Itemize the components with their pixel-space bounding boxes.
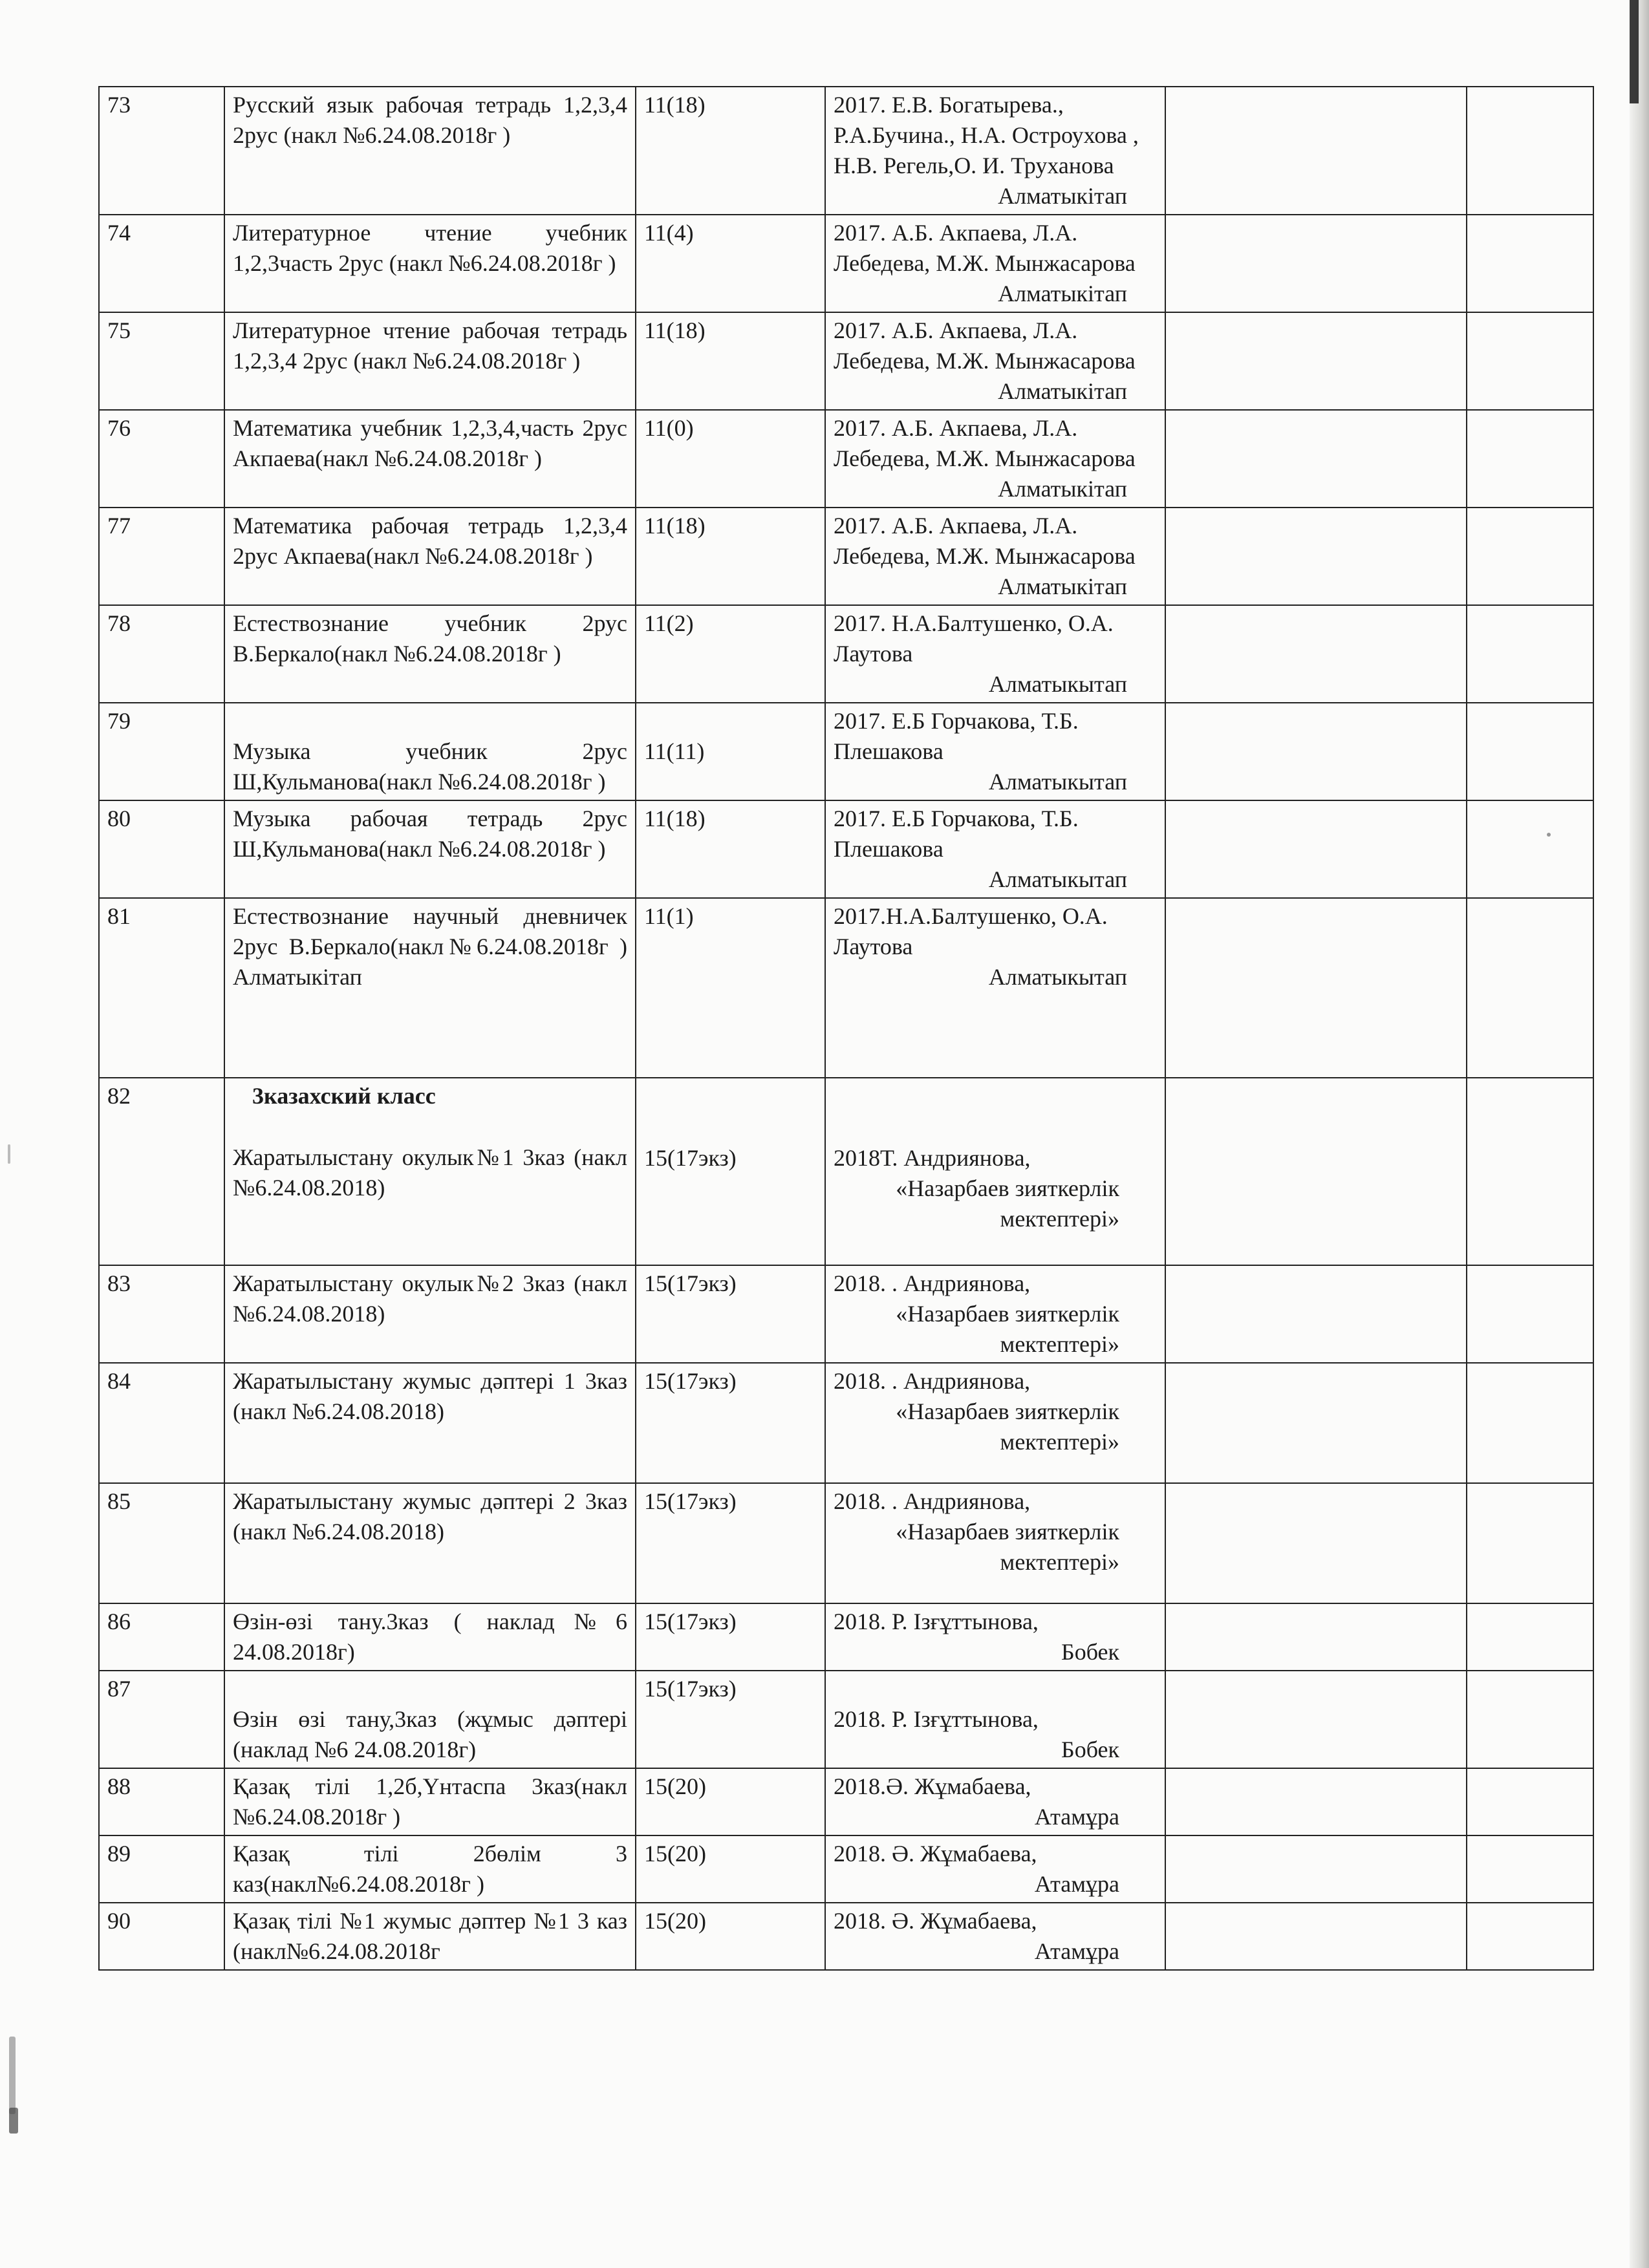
table-row (99, 1363, 1593, 1483)
book-title-cell (224, 87, 636, 215)
book-title-cell (224, 1265, 636, 1363)
empty-cell (1467, 605, 1593, 703)
empty-cell (1165, 1768, 1467, 1835)
book-title-cell (224, 800, 636, 898)
quantity: 15(17экз) (636, 1671, 825, 1768)
author: 2017. Н.А.Балтушенко, О.А. Лаутова (834, 610, 1114, 667)
empty-cell (1467, 215, 1593, 312)
empty-cell (1165, 1483, 1467, 1603)
quantity: 15(20) (636, 1903, 825, 1970)
quantity-cell (636, 1078, 825, 1265)
author-cell (825, 1078, 1165, 1265)
publisher: «Назарбаев зияткерлік мектептері» (896, 1175, 1119, 1232)
table-row (99, 410, 1593, 508)
quantity: 11(18) (636, 312, 825, 410)
publisher: Алматыкытап (988, 964, 1127, 990)
author-cell (825, 508, 1165, 605)
book-title-cell (224, 508, 636, 605)
empty-cell (1467, 1483, 1593, 1603)
table-row (99, 1603, 1593, 1671)
row-number: 89 (99, 1835, 224, 1903)
author-cell (825, 87, 1165, 215)
quantity: 11(0) (636, 410, 825, 508)
author: 2018Т. Андриянова, (834, 1145, 1031, 1171)
empty-cell (1467, 898, 1593, 1078)
empty-cell (1165, 1363, 1467, 1483)
row-number: 81 (99, 898, 224, 1078)
author: 2018. . Андриянова, (834, 1270, 1031, 1296)
author-cell (825, 898, 1165, 1078)
book-title: Естествознание научный дневничек 2рус В.Беркало(накл№6.24.08.2018г ) Алматыкітап (233, 903, 627, 990)
book-title: Жаратылыстану окулык№1 3каз (накл №6.24.08.2018) (233, 1144, 627, 1201)
table-row (99, 605, 1593, 703)
row-number: 79 (99, 703, 224, 800)
empty-cell (1165, 312, 1467, 410)
quantity: 11(4) (636, 215, 825, 312)
author-cell (825, 1903, 1165, 1970)
author: 2018. Р. Ізғұттынова, (834, 1609, 1039, 1634)
row-number: 90 (99, 1903, 224, 1970)
author-cell (825, 1265, 1165, 1363)
empty-cell (1165, 410, 1467, 508)
row-number: 74 (99, 215, 224, 312)
empty-cell (1165, 1265, 1467, 1363)
scan-edge-mark (1630, 0, 1639, 103)
empty-cell (1165, 1903, 1467, 1970)
quantity: 15(17экз) (644, 1145, 737, 1171)
table-row (99, 1265, 1593, 1363)
table-row (99, 1903, 1593, 1970)
book-title: Естествознание учебник 2рус В.Беркало(накл №6.24.08.2018г ) (233, 610, 627, 667)
book-title-cell (224, 1903, 636, 1970)
author: 2017. Е.Б Горчакова, Т.Б. Плешакова (834, 708, 1079, 764)
empty-cell (1467, 1265, 1593, 1363)
quantity: 11(11) (644, 738, 705, 764)
quantity: 15(20) (636, 1835, 825, 1903)
book-title: Қазақ тілі 2бөлім 3 каз(накл№6.24.08.2018г ) (233, 1841, 627, 1897)
book-title-cell (224, 215, 636, 312)
publisher: Алматыкітап (998, 476, 1127, 502)
empty-cell (1467, 1363, 1593, 1483)
table-row (99, 1671, 1593, 1768)
book-title: Литературное чтение учебник 1,2,3часть 2рус (накл №6.24.08.2018г ) (233, 220, 627, 276)
quantity: 11(18) (636, 800, 825, 898)
publisher: Алматыкітап (998, 281, 1127, 306)
quantity: 11(18) (636, 508, 825, 605)
quantity: 15(17экз) (636, 1603, 825, 1671)
scan-edge-shadow (1630, 0, 1649, 2268)
table-row (99, 898, 1593, 1078)
book-title-cell (224, 1078, 636, 1265)
book-title: Русский язык рабочая тетрадь 1,2,3,4 2рус (накл №6.24.08.2018г ) (233, 92, 627, 148)
table-row (99, 215, 1593, 312)
empty-cell (1165, 1671, 1467, 1768)
author: 2018. Р. Ізғұттынова, (834, 1706, 1039, 1732)
author: 2017. А.Б. Акпаева, Л.А. Лебедева, М.Ж. Мынжасарова (834, 317, 1136, 374)
book-title: Қазақ тілі 1,2б,Үнтаспа 3каз(накл №6.24.08.2018г ) (233, 1773, 627, 1830)
row-number: 84 (99, 1363, 224, 1483)
scan-speck (8, 1144, 10, 1164)
empty-cell (1165, 1603, 1467, 1671)
row-number: 76 (99, 410, 224, 508)
book-title: Музыка учебник 2рус Ш,Кульманова(накл №6.24.08.2018г ) (233, 738, 627, 795)
empty-cell (1165, 605, 1467, 703)
row-number: 75 (99, 312, 224, 410)
publisher: Алматыкытап (988, 671, 1127, 697)
scan-speck (9, 2037, 16, 2114)
book-title: Жаратылыстану жумыс дәптері 1 3каз (накл №6.24.08.2018) (233, 1368, 627, 1424)
quantity: 15(17экз) (636, 1483, 825, 1603)
quantity: 11(18) (636, 87, 825, 215)
publisher: Алматыкітап (998, 378, 1127, 404)
quantity: 15(17экз) (636, 1363, 825, 1483)
row-number: 86 (99, 1603, 224, 1671)
author: 2017.Н.А.Балтушенко, О.А. Лаутова (834, 903, 1108, 959)
publisher: «Назарбаев зияткерлік мектептері» (896, 1519, 1119, 1575)
empty-cell (1467, 1603, 1593, 1671)
book-title-cell (224, 1603, 636, 1671)
publisher: Бобек (1061, 1737, 1119, 1762)
book-title-cell (224, 1768, 636, 1835)
author-cell (825, 1768, 1165, 1835)
empty-cell (1467, 1078, 1593, 1265)
book-title: Музыка рабочая тетрадь 2рус Ш,Кульманова(накл №6.24.08.2018г ) (233, 806, 627, 862)
row-number: 85 (99, 1483, 224, 1603)
empty-cell (1165, 1078, 1467, 1265)
empty-cell (1165, 1835, 1467, 1903)
book-title: Жаратылыстану жумыс дәптері 2 3каз (накл №6.24.08.2018) (233, 1488, 627, 1545)
book-title: Қазақ тілі №1 жумыс дәптер №1 3 каз (накл№6.24.08.2018г (233, 1908, 627, 1964)
author-cell (825, 605, 1165, 703)
scan-speck (9, 2108, 18, 2134)
empty-cell (1165, 87, 1467, 215)
empty-cell (1467, 410, 1593, 508)
book-title: Жаратылыстану окулык№2 3каз (накл №6.24.08.2018) (233, 1270, 627, 1327)
author: 2018. Ә. Жұмабаева, (834, 1908, 1037, 1934)
row-number: 73 (99, 87, 224, 215)
book-title: Өзін-өзі тану.3каз ( наклад№6 24.08.2018г) (233, 1609, 627, 1665)
author-cell (825, 1603, 1165, 1671)
author: 2018.Ә. Жұмабаева, (834, 1773, 1031, 1799)
book-title-cell (224, 1483, 636, 1603)
author: 2017. Е.В. Богатырева., Р.А.Бучина., Н.А. Остроухова , Н.В. Регель,О. И. Труханова (834, 92, 1139, 178)
section-heading: 3казахский класс (252, 1083, 436, 1109)
publisher: «Назарбаев зияткерлік мектептері» (896, 1301, 1119, 1357)
author: 2017. А.Б. Акпаева, Л.А. Лебедева, М.Ж. Мынжасарова (834, 220, 1136, 276)
author-cell (825, 312, 1165, 410)
author-cell (825, 1671, 1165, 1768)
publisher: Алматыкітап (998, 183, 1127, 209)
book-title-cell (224, 605, 636, 703)
row-number: 83 (99, 1265, 224, 1363)
table-row (99, 1768, 1593, 1835)
author-cell (825, 1483, 1165, 1603)
publisher: Атамұра (1034, 1871, 1119, 1897)
row-number: 80 (99, 800, 224, 898)
author-cell (825, 800, 1165, 898)
table-row (99, 800, 1593, 898)
book-title: Математика рабочая тетрадь 1,2,3,4 2рус Акпаева(накл №6.24.08.2018г ) (233, 513, 627, 569)
publisher: Алматыкытап (988, 866, 1127, 892)
empty-cell (1467, 312, 1593, 410)
author-cell (825, 703, 1165, 800)
empty-cell (1467, 1903, 1593, 1970)
table-row (99, 1483, 1593, 1603)
author: 2017. Е.Б Горчакова, Т.Б. Плешакова (834, 806, 1079, 862)
book-title-cell (224, 1835, 636, 1903)
publisher: Алматыкытап (988, 769, 1127, 795)
quantity: 15(17экз) (636, 1265, 825, 1363)
author-cell (825, 1835, 1165, 1903)
empty-cell (1467, 1835, 1593, 1903)
book-title-cell (224, 312, 636, 410)
empty-cell (1467, 87, 1593, 215)
book-title-cell (224, 410, 636, 508)
row-number: 82 (99, 1078, 224, 1265)
author-cell (825, 410, 1165, 508)
book-title-cell (224, 898, 636, 1078)
empty-cell (1467, 800, 1593, 898)
empty-cell (1467, 1768, 1593, 1835)
row-number: 88 (99, 1768, 224, 1835)
author-cell (825, 215, 1165, 312)
publisher: Бобек (1061, 1639, 1119, 1665)
quantity: 11(2) (636, 605, 825, 703)
author: 2018. . Андриянова, (834, 1488, 1031, 1514)
quantity: 15(20) (636, 1768, 825, 1835)
row-number: 87 (99, 1671, 224, 1768)
book-title-cell (224, 1363, 636, 1483)
author: 2018. . Андриянова, (834, 1368, 1031, 1394)
empty-cell (1165, 703, 1467, 800)
table-row (99, 312, 1593, 410)
empty-cell (1165, 800, 1467, 898)
book-title-cell (224, 703, 636, 800)
empty-cell (1467, 703, 1593, 800)
empty-cell (1165, 215, 1467, 312)
table-row (99, 87, 1593, 215)
book-title: Өзін өзі тану,3каз (жұмыс дәптері (наклад №6 24.08.2018г) (233, 1706, 627, 1762)
quantity-cell (636, 703, 825, 800)
textbook-table (98, 86, 1594, 1971)
empty-cell (1165, 508, 1467, 605)
publisher: «Назарбаев зияткерлік мектептері» (896, 1398, 1119, 1455)
row-number: 78 (99, 605, 224, 703)
book-title-cell (224, 1671, 636, 1768)
empty-cell (1165, 898, 1467, 1078)
table-row (99, 1078, 1593, 1265)
empty-cell (1467, 508, 1593, 605)
row-number: 77 (99, 508, 224, 605)
author: 2018. Ә. Жұмабаева, (834, 1841, 1037, 1867)
table-row (99, 508, 1593, 605)
table-row (99, 703, 1593, 800)
book-title: Математика учебник 1,2,3,4,часть 2рус Акпаева(накл №6.24.08.2018г ) (233, 415, 627, 471)
author: 2017. А.Б. Акпаева, Л.А. Лебедева, М.Ж. Мынжасарова (834, 513, 1136, 569)
quantity: 11(1) (636, 898, 825, 1078)
publisher: Атамұра (1034, 1938, 1119, 1964)
book-title: Литературное чтение рабочая тетрадь 1,2,3,4 2рус (накл №6.24.08.2018г ) (233, 317, 627, 374)
author: 2017. А.Б. Акпаева, Л.А. Лебедева, М.Ж. Мынжасарова (834, 415, 1136, 471)
table-row (99, 1835, 1593, 1903)
publisher: Атамұра (1034, 1804, 1119, 1830)
author-cell (825, 1363, 1165, 1483)
empty-cell (1467, 1671, 1593, 1768)
publisher: Алматыкітап (998, 573, 1127, 599)
